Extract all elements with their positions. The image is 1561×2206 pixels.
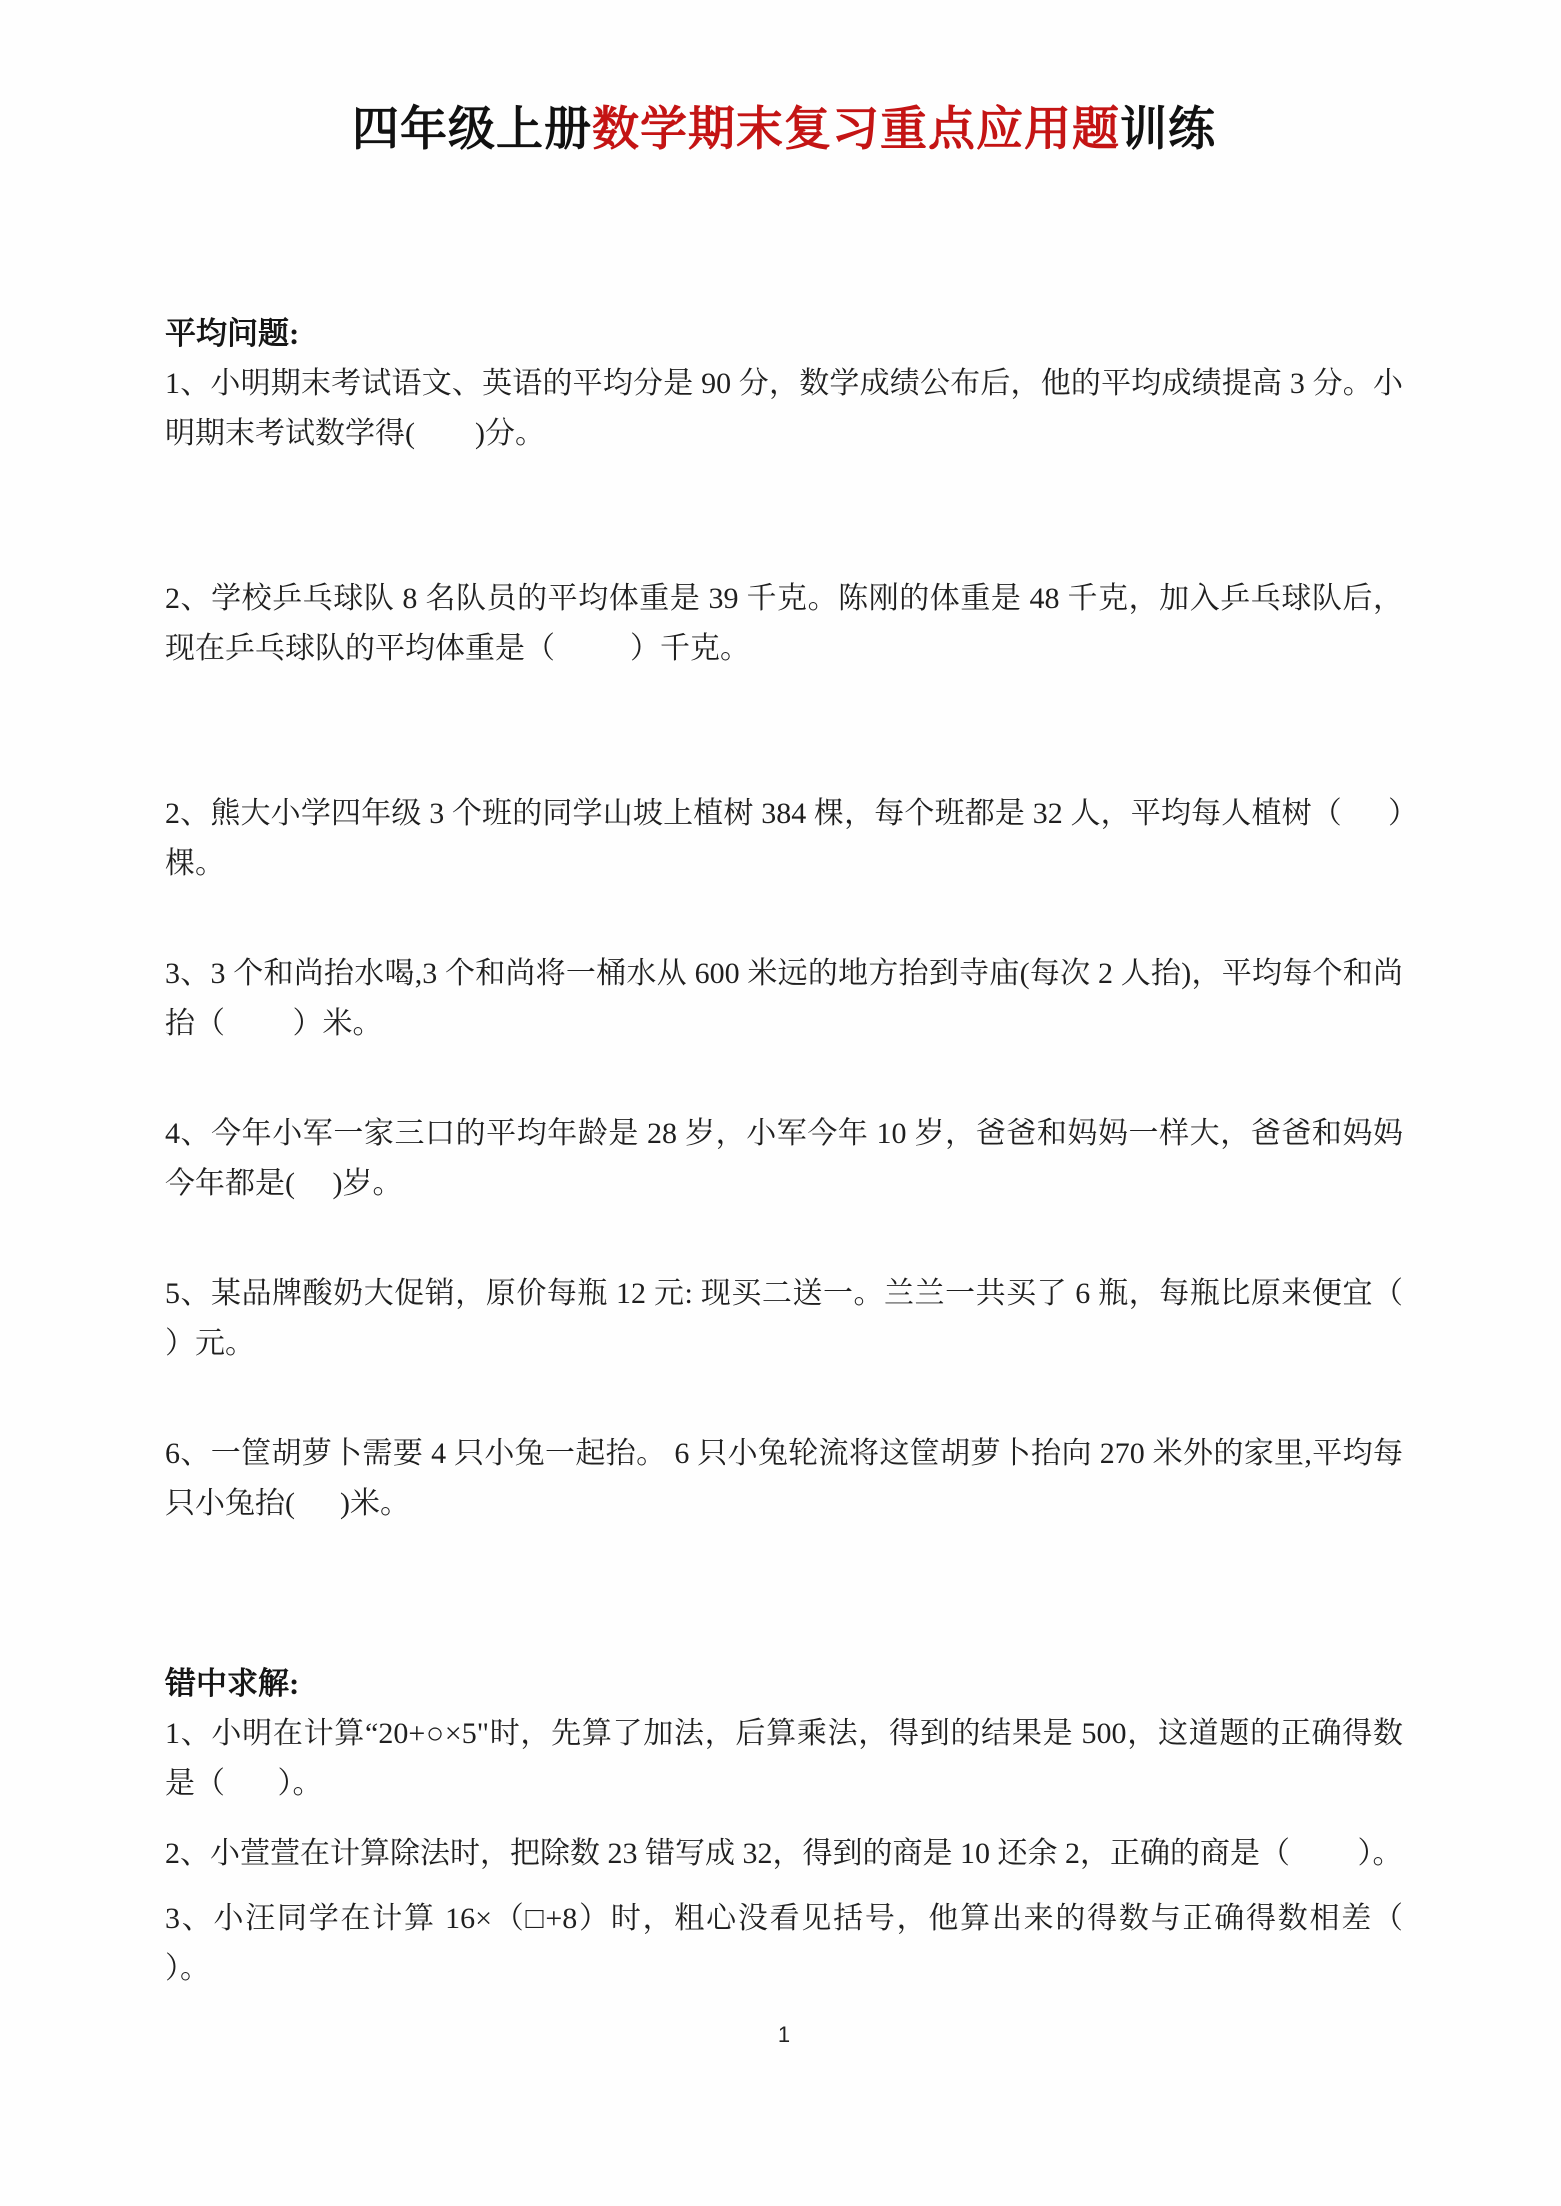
problem-text: 2、熊大小学四年级 3 个班的同学山坡上植树 384 棵，每个班都是 32 人，平均每人植树（ ）棵。 xyxy=(165,796,1403,880)
problem-text: 3、小汪同学在计算 16×（□+8）时，粗心没看见括号，他算出来的得数与正确得数相差（ ）。 xyxy=(165,1901,1471,1985)
title-segment-black-left: 四年级上册 xyxy=(352,102,592,155)
problem-text: 3、3 个和尚抬水喝,3 个和尚将一桶水从 600 米远的地方抬到寺庙(每次 2 人抬)，平均每个和尚抬（ ）米。 xyxy=(165,956,1403,1040)
problem-text: 2、小萱萱在计算除法时，把除数 23 错写成 32，得到的商是 10 还余 2，正确的商是（ ）。 xyxy=(165,1836,1403,1870)
title-segment-black-right: 训练 xyxy=(1120,102,1216,155)
section-heading-average: 平均问题: xyxy=(165,315,300,351)
title-segment-red: 数学期末复习重点应用题 xyxy=(592,102,1120,155)
page-title xyxy=(165,0,1403,159)
problem-text: 6、一筐胡萝卜需要 4 只小兔一起抬。 6 只小兔轮流将这筐胡萝卜抬向 270 米外的家里,平均每只小兔抬( )米。 xyxy=(165,1436,1403,1520)
section-solve-from-error xyxy=(165,1659,1471,1994)
problem-text: 1、小明在计算“20+○×5"时，先算了加法，后算乘法，得到的结果是 500，这道题的正确得数是（ ）。 xyxy=(165,1716,1403,1800)
section-average-problems xyxy=(165,309,1433,1529)
problem-text: 2、学校乒乓球队 8 名队员的平均体重是 39 千克。陈刚的体重是 48 千克，加入乒乓球队后，现在乒乓球队的平均体重是（ ）千克。 xyxy=(165,581,1403,665)
problem-text: 1、小明期末考试语文、英语的平均分是 90 分，数学成绩公布后，他的平均成绩提高 3 分。小明期末考试数学得( )分。 xyxy=(165,366,1403,450)
page-number: 1 xyxy=(777,2021,791,2047)
section-heading-error-solving: 错中求解: xyxy=(165,1665,300,1701)
problem-text: 5、某品牌酸奶大促销，原价每瓶 12 元: 现买二送一。兰兰一共买了 6 瓶，每瓶比原来便宜（ ）元。 xyxy=(165,1276,1433,1360)
problem-text: 4、今年小军一家三口的平均年龄是 28 岁，小军今年 10 岁，爸爸和妈妈一样大，爸爸和妈妈今年都是( )岁。 xyxy=(165,1116,1403,1200)
